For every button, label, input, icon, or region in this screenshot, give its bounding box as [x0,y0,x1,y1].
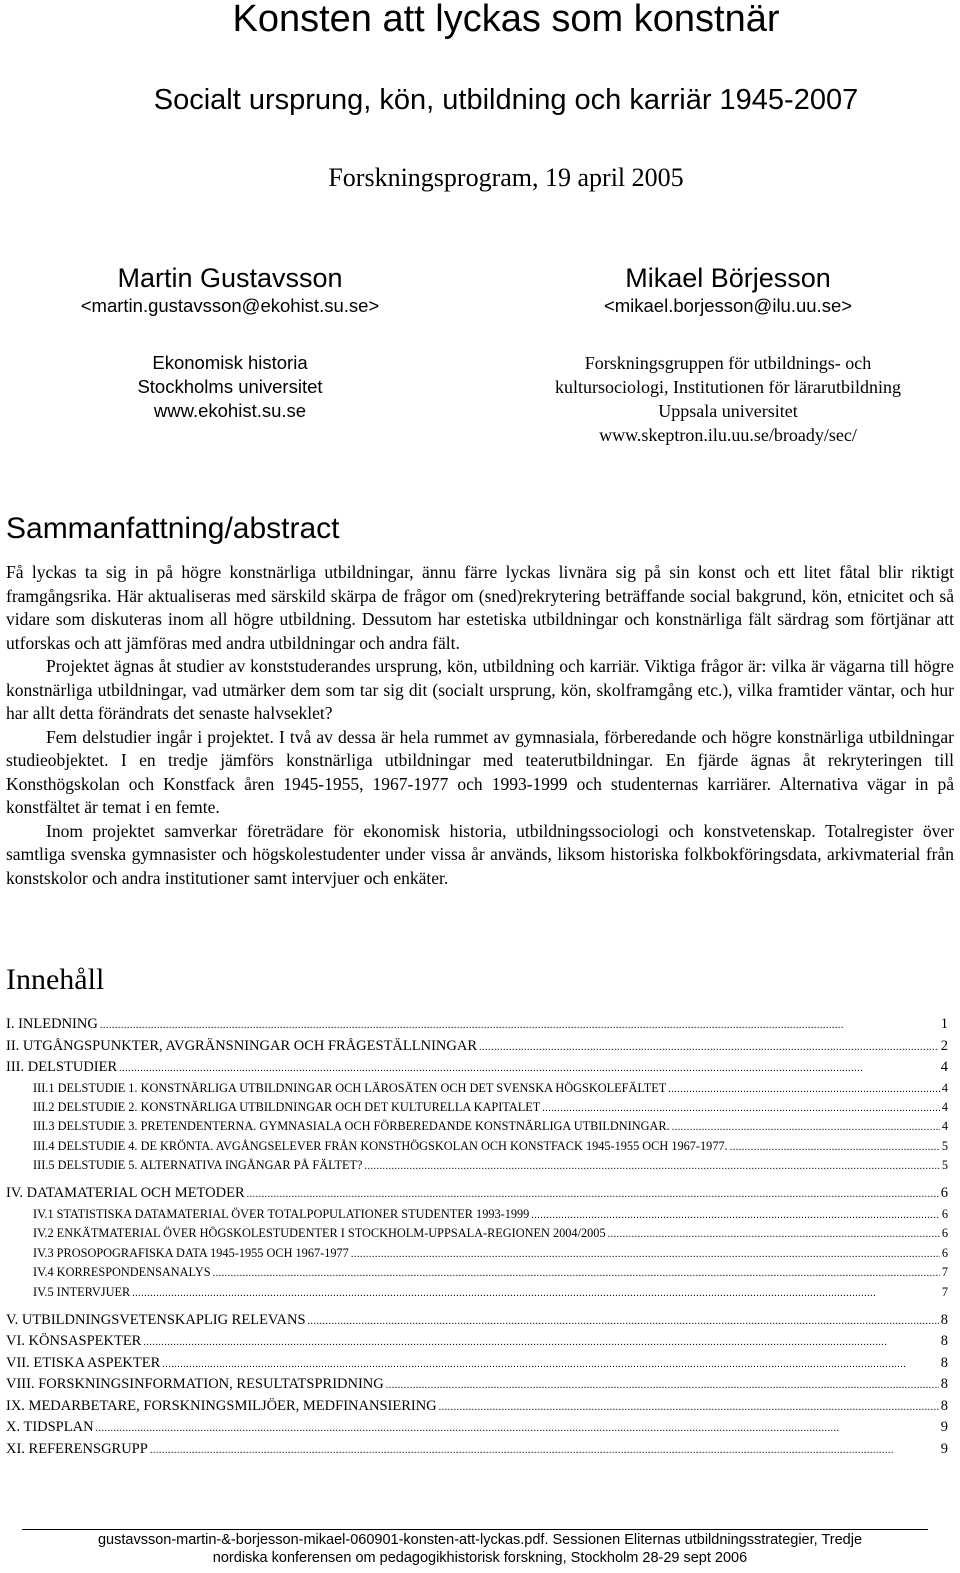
toc-entry-page: 5 [941,1158,948,1173]
toc-entry[interactable] [6,1057,948,1079]
toc-entry-page: 7 [941,1265,948,1280]
toc-entry[interactable] [6,1374,948,1396]
affiliation-line: Forskningsgruppen för utbildnings- och [584,353,872,373]
toc-leader-dots [668,1079,940,1099]
toc-entry-page: 6 [941,1245,948,1260]
toc-entry-label: III.1 DELSTUDIE 1. KONSTNÄRLIGA UTBILDNINGAR OCH LÄROSÄTEN OCH DET SVENSKA HÖGSKOLEFÄLTET [33,1080,667,1095]
toc-leader-dots [672,1117,940,1137]
toc-leader-dots [365,1156,940,1176]
abstract-heading: Sammanfattning/abstract [6,512,340,545]
toc-leader-dots [531,1205,940,1225]
toc-entry-label: III. DELSTUDIER [6,1059,118,1075]
author-email: <martin.gustavsson@ekohist.su.se> [80,295,380,316]
toc-leader-dots [100,1014,939,1037]
toc-leader-dots [386,1374,939,1397]
toc-entry[interactable] [6,1417,948,1439]
toc-entry-page: 4 [941,1099,948,1114]
toc-entry-label: XI. REFERENSGRUPP [6,1440,148,1457]
toc-leader-dots [119,1057,939,1080]
toc-entry[interactable] [6,1244,948,1263]
toc-entry[interactable] [6,1353,948,1375]
toc-entry[interactable] [6,1098,948,1117]
toc-entry[interactable] [6,1117,948,1136]
toc-entry-label: V. UTBILDNINGSVETENSKAPLIG RELEVANS [6,1311,306,1328]
toc-entry[interactable] [6,1036,948,1058]
document-date-line: Forskningsprogram, 19 april 2005 [328,163,684,192]
affiliation-url: www.ekohist.su.se [153,400,307,421]
toc-entry-page: 8 [940,1333,948,1350]
author-email: <mikael.borjesson@ilu.uu.se> [603,295,853,316]
toc-entry[interactable] [6,1079,948,1098]
toc-heading: Innehåll [6,963,105,996]
footer-divider [22,1529,928,1530]
author-block-gustavsson [60,262,400,423]
document-title: Konsten att lyckas som konstnär [232,0,780,40]
toc-entry-label: III.2 DELSTUDIE 2. KONSTNÄRLIGA UTBILDNINGAR OCH DET KULTURELLA KAPITALET [33,1099,541,1114]
toc-entry-page: 9 [940,1440,948,1457]
toc-entry-label: IV.1 STATISTISKA DATAMATERIAL ÖVER TOTALPOPULATIONER STUDENTER 1993-1999 [33,1206,530,1221]
toc-entry-label: VIII. FORSKNINGSINFORMATION, RESULTATSPRIDNING [6,1376,384,1393]
toc-entry-label: IV.2 ENKÄTMATERIAL ÖVER HÖGSKOLESTUDENTER I STOCKHOLM-UPPSALA-REGIONEN 2004/2005 [33,1226,606,1241]
toc-entry-page: 6 [941,1226,948,1241]
toc-entry-label: VI. KÖNSASPEKTER [6,1333,142,1350]
toc-entry-page: 8 [940,1397,948,1414]
footer-line: gustavsson-martin-&-borjesson-mikael-060901-konsten-att-lyckas.pdf. Sessionen Eliternas utbildningsstrategier, Tredje [97,1532,863,1548]
toc-entry-label: IV.5 INTERVJUER [33,1284,131,1299]
toc-entry[interactable] [6,1263,948,1282]
toc-entry-label: I. INLEDNING [6,1016,98,1032]
toc-entry[interactable] [6,1156,948,1175]
toc-entry-page: 8 [940,1354,948,1371]
toc-leader-dots [479,1036,939,1059]
toc-entry-page: 8 [940,1376,948,1393]
toc-leader-dots [608,1224,940,1244]
toc-entry-page: 7 [941,1284,948,1299]
toc-entry-label: IV.4 KORRESPONDENSANALYS [33,1265,211,1280]
toc-entry[interactable] [6,1014,948,1036]
toc-entry-label: II. UTGÅNGSPUNKTER, AVGRÄNSNINGAR OCH FRÅGESTÄLLNINGAR [6,1037,478,1054]
toc-entry-label: IV. DATAMATERIAL OCH METODER [6,1185,245,1202]
abstract-body [6,561,954,890]
toc-group-gap [6,1175,948,1183]
toc-entry-label: VII. ETISKA ASPEKTER [6,1354,161,1371]
toc-entry-label: IV.3 PROSOPOGRAFISKA DATA 1945-1955 OCH 1967-1977 [33,1245,349,1260]
toc-entry[interactable] [6,1439,948,1461]
abstract-paragraph: Inom projektet samverkar företrädare för ekonomisk historia, utbildningssociologi och konstvetenskap. Totalregister över samtliga svenska gymnasister och högskolestudenter under vissa år används, liksom historiska folkbokföringsdata, arkivmaterial från konstskolor och andra institutioner samt intervjuer och enkäter. [6,820,954,888]
toc-leader-dots [542,1098,940,1118]
toc-entry[interactable] [6,1396,948,1418]
toc-entry-label: III.3 DELSTUDIE 3. PRETENDENTERNA. GYMNASIALA OCH FÖRBEREDANDE KONSTNÄRLIGA UTBILDNINGAR. [33,1119,670,1134]
toc-entry-label: IX. MEDARBETARE, FORSKNINGSMILJÖER, MEDFINANSIERING [6,1397,437,1414]
toc-entry-page: 4 [941,1080,948,1095]
toc-entry-page: 2 [940,1037,948,1054]
page-footer [0,1531,960,1567]
toc-entry[interactable] [6,1331,948,1353]
affiliation-url: www.skeptron.ilu.uu.se/broady/sec/ [599,425,857,445]
author-block-borjesson [508,262,948,447]
footer-line: nordiska konferensen om pedagogikhistorisk forskning, Stockholm 28-29 sept 2006 [212,1550,748,1566]
abstract-paragraph: Få lyckas ta sig in på högre konstnärliga utbildningar, ännu färre lyckas livnära sig på sin konst och ett litet fåtal blir riktigt framgångsrika. Här aktualiseras med särskild skärpa de frågor om (sned)rekrytering beträffande social bakgrund, kön, etnicitet och så vidare som diskuteras inom all högre utbildning. Dessutom har estetiska utbildningar och konstnärliga fält särdrag som förtjänar att utforskas och att jämföras med andra utbildningar och andra fält. [6,562,954,653]
toc-leader-dots [150,1439,939,1462]
toc-leader-dots [162,1353,938,1376]
toc-entry-page: 4 [941,1119,948,1134]
affiliation-line: Stockholms universitet [137,376,323,397]
toc-leader-dots [213,1263,940,1283]
author-name: Mikael Börjesson [625,263,831,293]
toc-entry-page: 5 [941,1138,948,1153]
toc-entry-page: 6 [941,1206,948,1221]
toc-leader-dots [730,1137,940,1157]
author-affiliation [508,351,948,447]
affiliation-line: Uppsala universitet [658,401,798,421]
toc-leader-dots [143,1331,938,1354]
toc-leader-dots [132,1283,940,1303]
affiliation-line: Ekonomisk historia [152,352,308,373]
toc-entry[interactable] [6,1310,948,1332]
author-name: Martin Gustavsson [117,263,343,293]
toc-leader-dots [439,1396,939,1419]
toc-entry-page: 9 [940,1419,948,1436]
document-subtitle: Socialt ursprung, kön, utbildning och karriär 1945-2007 [153,84,859,116]
toc-entry-page: 6 [940,1185,948,1202]
toc-leader-dots [247,1183,939,1206]
toc-entry-label: III.4 DELSTUDIE 4. DE KRÖNTA. AVGÅNGSELEVER FRÅN KONSTHÖGSKOLAN OCH KONSTFACK 1945-1955 OCH 1967-1977. [33,1138,728,1153]
toc-leader-dots [308,1310,939,1333]
toc-entry-page: 4 [940,1059,948,1075]
abstract-paragraph: Projektet ägnas åt studier av konststuderandes ursprung, kön, utbildning och karriär. Viktiga frågor är: vilka är vägarna till högre konstnärliga utbildningar, vad utmärker dem som tar sig dit (socialt ursprung, kön, skolframgång etc.), vilka framtider väntar, och hur har allt detta förändrats det senaste halvseklet? [6,656,954,723]
toc-entry-label: X. TIDSPLAN [6,1419,94,1436]
toc-entry[interactable] [6,1205,948,1224]
toc-entry-page: 8 [940,1311,948,1328]
toc-entry-page: 1 [940,1016,948,1032]
author-affiliation [60,351,400,423]
toc-entry[interactable] [6,1283,948,1302]
table-of-contents [6,1014,948,1460]
abstract-paragraph: Fem delstudier ingår i projektet. I två av dessa är hela rummet av gymnasiala, förberedande och högre konstnärliga utbildningar studieobjektet. I en tredje jämförs konstnärliga utbildningar med teaterutbildningar. En fjärde ägnas åt rekryteringen till Konsthögskolan och Konstfack åren 1945-1955, 1967-1977 och 1993-1999 och studenternas karriärer. Alternativa vägar in på konstfältet är temat i en femte. [6,726,954,817]
toc-entry[interactable] [6,1137,948,1156]
toc-entry[interactable] [6,1224,948,1243]
toc-entry[interactable] [6,1183,948,1205]
toc-entry-label: III.5 DELSTUDIE 5. ALTERNATIVA INGÅNGAR PÅ FÄLTET? [33,1158,363,1173]
toc-leader-dots [351,1244,940,1264]
toc-group-gap [6,1302,948,1310]
toc-leader-dots [96,1417,939,1440]
affiliation-line: kultursociologi, Institutionen för lärarutbildning [555,377,901,397]
